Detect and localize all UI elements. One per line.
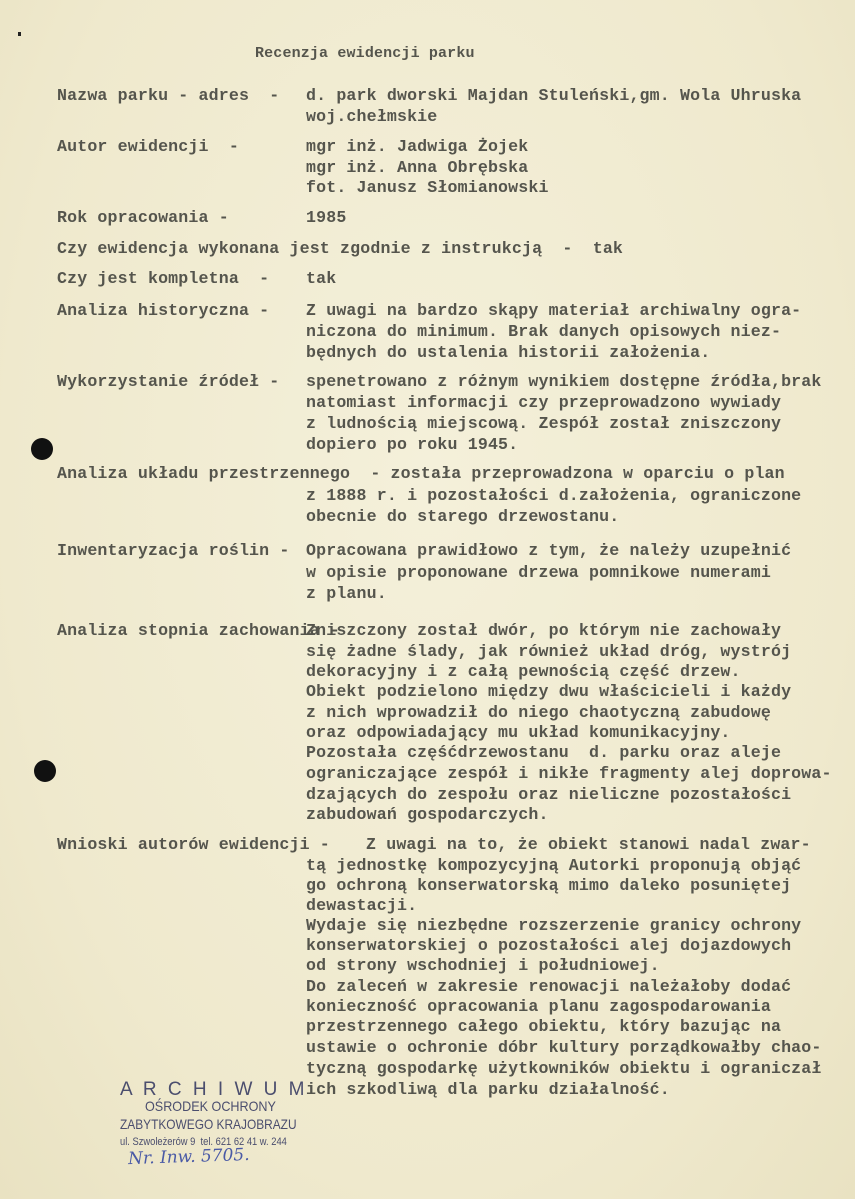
field-label: Inwentaryzacja roślin - <box>57 541 290 560</box>
field-value-line: dzających do zespołu oraz nieliczne pozostałości <box>306 785 792 804</box>
field-value-line: się żadne ślady, jak również układ dróg, wystrój <box>306 642 792 661</box>
field-value-line: ograniczające zespół i nikłe fragmenty alej doprowa- <box>306 764 832 783</box>
field-value-line: Wydaje się niezbędne rozszerzenie granicy ochrony <box>306 916 802 935</box>
stamp-institution: OŚRODEK OCHRONY <box>145 1098 276 1114</box>
document-title: Recenzja ewidencji parku <box>255 45 475 62</box>
field-value-line: fot. Janusz Słomianowski <box>306 178 549 197</box>
field-label: Czy jest kompletna - <box>57 269 270 288</box>
field-value-line: z planu. <box>306 584 387 603</box>
field-value-line: od strony wschodniej i południowej. <box>306 956 660 975</box>
ink-mark <box>18 32 21 36</box>
field-value-line: Obiekt podzielono między dwu właścicieli i każdy <box>306 682 792 701</box>
field-label: Wnioski autorów ewidencji - <box>57 835 330 854</box>
field-value-line: tyczną gospodarkę użytkowników obiektu i ograniczał <box>306 1059 822 1078</box>
field-value-line: zabudowań gospodarczych. <box>306 805 549 824</box>
field-value-line: dekoracyjny i z całą pewnością część drzew. <box>306 662 741 681</box>
punch-hole-icon <box>31 438 53 460</box>
field-label: Rok opracowania - <box>57 208 229 227</box>
punch-hole-icon <box>34 760 56 782</box>
field-label: Czy ewidencja wykonana jest zgodnie z instrukcją - tak <box>57 239 624 258</box>
stamp-archiwum: A R C H I W U M <box>120 1079 308 1100</box>
field-value-line: z nich wprowadził do niego chaotyczną zabudowę <box>306 703 771 722</box>
field-value-line: Zniszczony został dwór, po którym nie zachowały <box>306 621 782 640</box>
field-value-line: dopiero po roku 1945. <box>306 435 519 454</box>
field-label: Analiza układu przestrzennego - została przeprowadzona w oparciu o plan <box>57 464 785 483</box>
field-value-line: oraz odpowiadający mu układ komunikacyjny. <box>306 723 731 742</box>
field-label: Analiza historyczna - <box>57 301 270 320</box>
stamp-address: ul. Szwoleżerów 9 tel. 621 62 41 w. 244 <box>120 1136 287 1148</box>
field-value-line: tak <box>306 269 337 288</box>
field-value-line: ich szkodliwą dla parku działalność. <box>306 1080 670 1099</box>
field-value-line: mgr inż. Anna Obrębska <box>306 158 529 177</box>
field-value-line: d. park dworski Majdan Stuleński,gm. Wola Uhruska <box>306 86 802 105</box>
field-value-line: Opracowana prawidłowo z tym, że należy uzupełnić <box>306 541 792 560</box>
field-value-line: natomiast informacji czy przeprowadzono wywiady <box>306 393 782 412</box>
field-value-line: spenetrowano z różnym wynikiem dostępne źródła,brak <box>306 372 822 391</box>
field-value-line: obecnie do starego drzewostanu. <box>306 507 620 526</box>
field-value-line: z ludnością miejscową. Zespół został zniszczony <box>306 414 782 433</box>
field-value-line: będnych do ustalenia historii założenia. <box>306 343 711 362</box>
handwritten-inventory-number: Nr. Inw. 5705. <box>127 1144 250 1170</box>
field-value-line: Do zaleceń w zakresie renowacji należałoby dodać <box>306 977 792 996</box>
field-value-line: konserwatorskiej o pozostałości alej dojazdowych <box>306 936 792 955</box>
field-value-line: Z uwagi na bardzo skąpy materiał archiwalny ogra- <box>306 301 802 320</box>
field-value-line: niczona do minimum. Brak danych opisowych niez- <box>306 322 782 341</box>
field-value-line: 1985 <box>306 208 347 227</box>
field-value-line: ustawie o ochronie dóbr kultury porządkowałby chao- <box>306 1038 822 1057</box>
field-value-line: woj.chełmskie <box>306 107 438 126</box>
field-value-line: dewastacji. <box>306 896 418 915</box>
field-value-line: tą jednostkę kompozycyjną Autorki proponują objąć <box>306 856 802 875</box>
field-value-line: Pozostała częśćdrzewostanu d. parku oraz aleje <box>306 743 782 762</box>
field-value-line: przestrzennego całego obiektu, który bazując na <box>306 1017 782 1036</box>
field-value-line: mgr inż. Jadwiga Żojek <box>306 137 529 156</box>
field-value-line: z 1888 r. i pozostałości d.założenia, ograniczone <box>306 486 802 505</box>
field-label: Wykorzystanie źródeł - <box>57 372 280 391</box>
field-value-line: Z uwagi na to, że obiekt stanowi nadal zwar- <box>366 835 811 854</box>
field-label: Nazwa parku - adres - <box>57 86 280 105</box>
field-value-line: konieczność opracowania planu zagospodarowania <box>306 997 771 1016</box>
field-value-line: w opisie proponowane drzewa pomnikowe numerami <box>306 563 771 582</box>
field-value-line: go ochroną konserwatorską mimo daleko posuniętej <box>306 876 792 895</box>
field-label: Analiza stopnia zachowania - <box>57 621 341 640</box>
stamp-institution-2: ZABYTKOWEGO KRAJOBRAZU <box>120 1116 297 1132</box>
field-label: Autor ewidencji - <box>57 137 239 156</box>
